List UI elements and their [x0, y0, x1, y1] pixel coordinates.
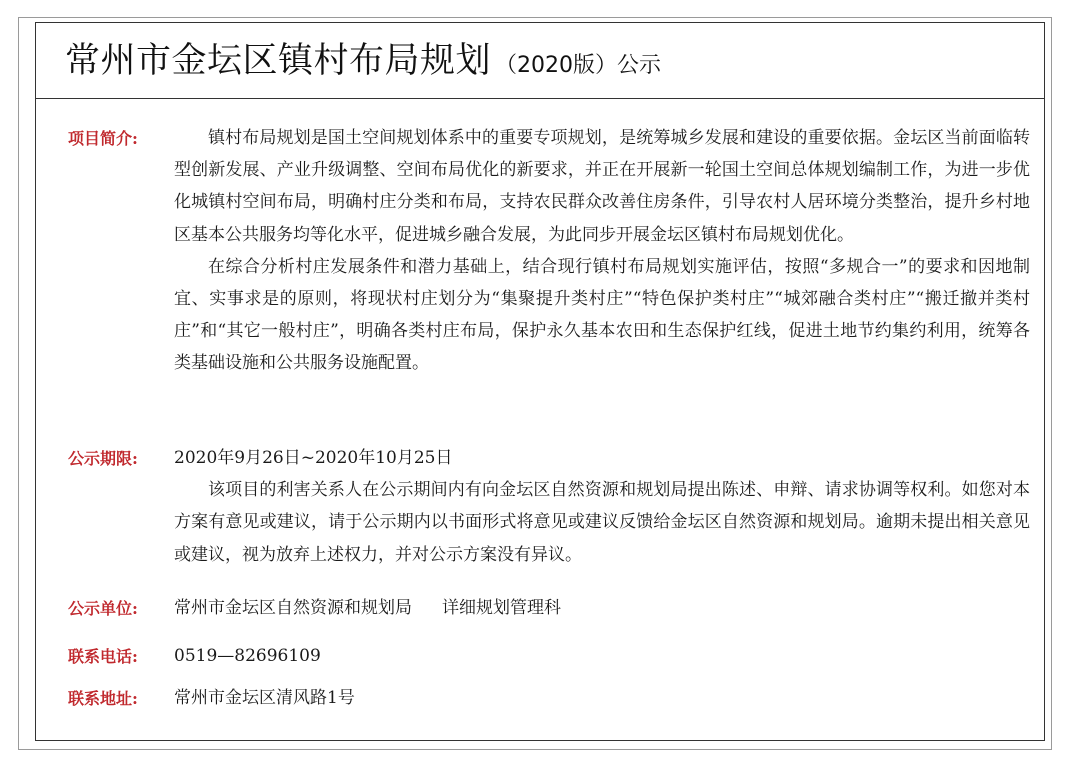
- address-label: 联系地址:: [68, 689, 138, 708]
- unit-label: 公示单位:: [68, 599, 138, 618]
- page-title: [65, 39, 661, 89]
- period-dates: 2020年9月26日~2020年10月25日: [174, 448, 453, 468]
- period-content: [174, 442, 1030, 571]
- intro-content: [174, 122, 1030, 380]
- period-note: 该项目的利害关系人在公示期间内有向金坛区自然资源和规划局提出陈述、申辩、请求协调等权利。如您对本方案有意见或建议，请于公示期内以书面形式将意见或建议反馈给金坛区自然资源和规划局。逾期未提出相关意见或建议，视为放弃上述权力，并对公示方案没有异议。: [174, 480, 1030, 565]
- intro-paragraph-1: 镇村布局规划是国土空间规划体系中的重要专项规划，是统筹城乡发展和建设的重要依据。金坛区当前面临转型创新发展、产业升级调整、空间布局优化的新要求，并正在开展新一轮国土空间总体规划编制工作，为进一步优化城镇村空间布局，明确村庄分类和布局，支持农民群众改善住房条件，引导农村人居环境分类整治，提升乡村地区基本公共服务均等化水平，促进城乡融合发展，为此同步开展金坛区镇村布局规划优化。: [174, 128, 1030, 245]
- title-sub: （2020版）公示: [495, 53, 662, 78]
- phone-content: [174, 640, 1030, 672]
- notice-panel: [35, 22, 1045, 741]
- intro-label: 项目简介:: [68, 129, 138, 148]
- title-main: 常州市金坛区镇村布局规划: [65, 41, 492, 81]
- title-bar: [36, 23, 1044, 99]
- period-label: 公示期限:: [68, 449, 138, 468]
- phone-label: 联系电话:: [68, 647, 138, 666]
- intro-paragraph-2: 在综合分析村庄发展条件和潜力基础上，结合现行镇村布局规划实施评估，按照“多规合一”的要求和因地制宜、实事求是的原则，将现状村庄划分为“集聚提升类村庄”“特色保护类村庄”“城郊融合类村庄”“搬迁撤并类村庄”和“其它一般村庄”，明确各类村庄布局，保护永久基本农田和生态保护红线，促进土地节约集约利用，统筹各类基础设施和公共服务设施配置。: [174, 256, 1030, 374]
- unit-content: [174, 592, 1030, 624]
- unit-department: 详细规划管理科: [442, 598, 561, 618]
- address-content: [174, 682, 1030, 714]
- address-value: 常州市金坛区清风路1号: [174, 688, 355, 708]
- phone-value: 0519—82696109: [174, 646, 321, 666]
- unit-bureau: 常州市金坛区自然资源和规划局: [174, 598, 412, 618]
